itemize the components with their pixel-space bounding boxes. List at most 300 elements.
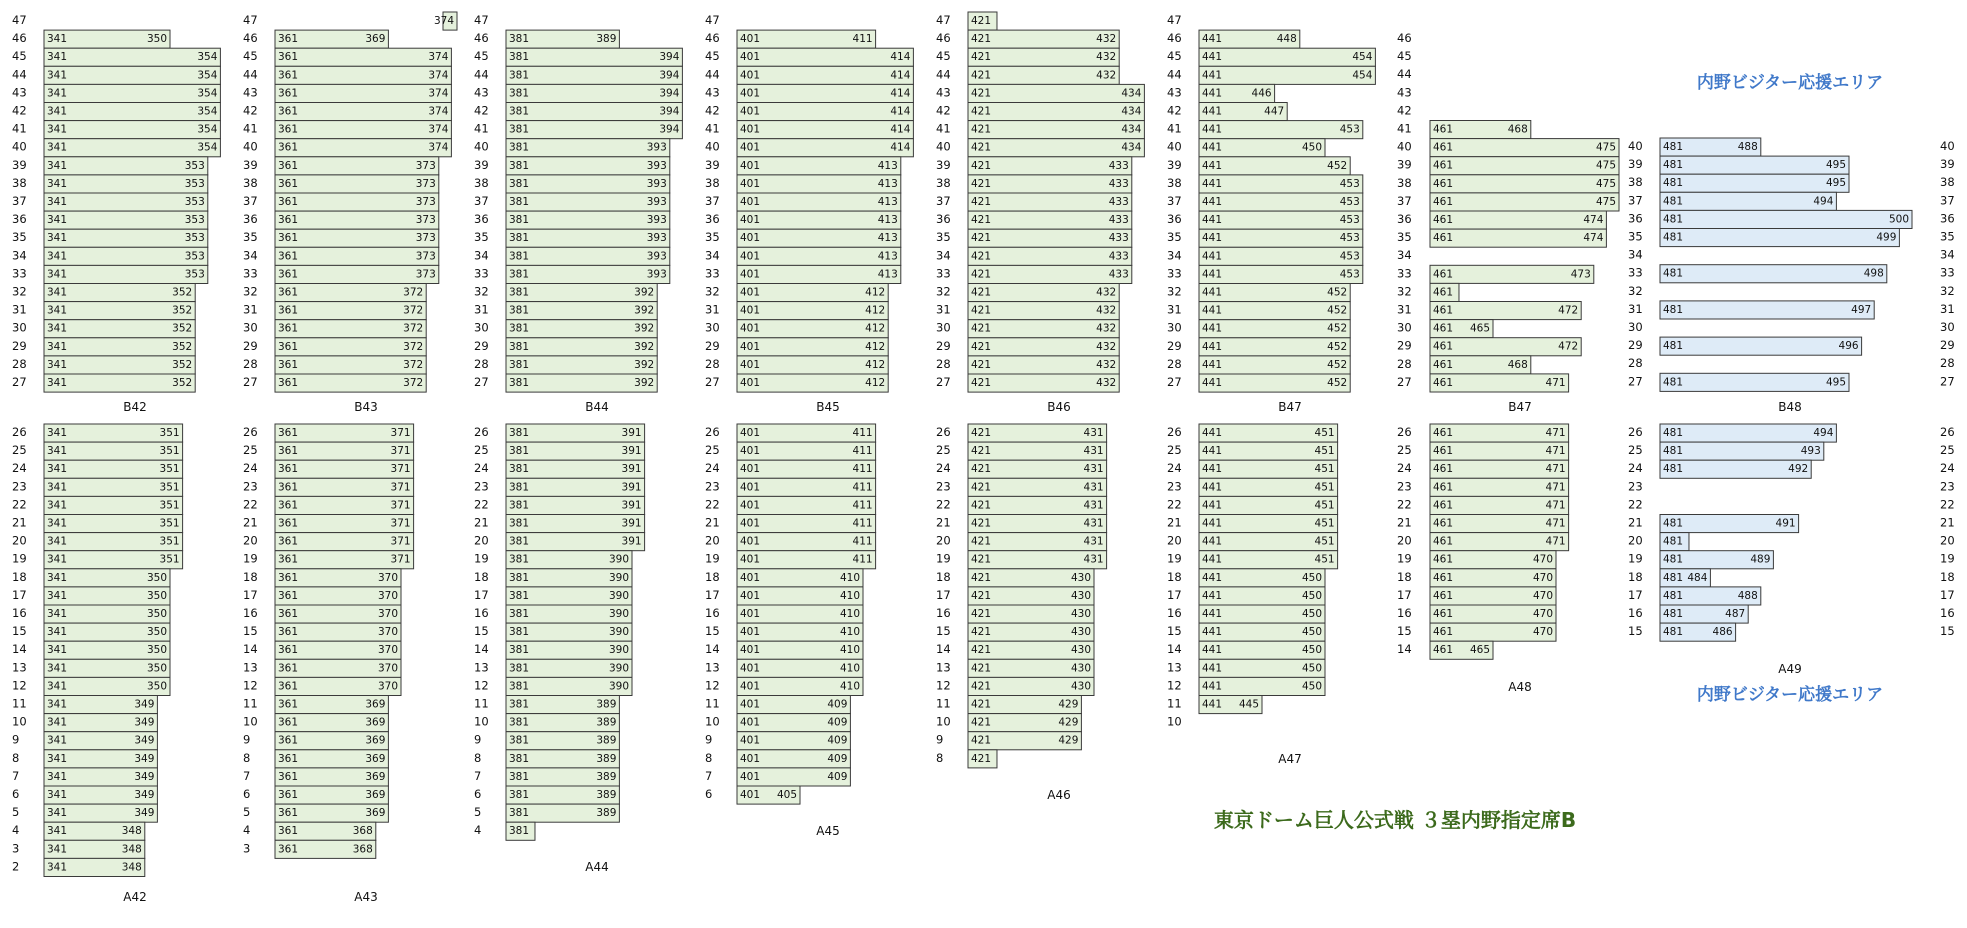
- row-number: 25: [1167, 443, 1182, 458]
- row-number: 27: [243, 375, 258, 389]
- seat-end-number: 349: [134, 789, 155, 801]
- row-number: 18: [1940, 569, 1955, 584]
- row-number: 25: [705, 443, 720, 458]
- seat-end-number: 414: [890, 105, 911, 118]
- row-number: 14: [474, 642, 489, 657]
- block-a42: [12, 424, 183, 904]
- seat-start-number: 381: [509, 377, 530, 389]
- row-number: 19: [1397, 551, 1412, 566]
- seat-end-number: 394: [659, 87, 680, 100]
- row-number: 12: [474, 678, 489, 693]
- seat-end-number: 389: [596, 770, 617, 783]
- seat-end-number: 432: [1096, 33, 1117, 46]
- row-number: 6: [243, 787, 251, 801]
- seat-start-number: 401: [740, 698, 761, 711]
- seat-start-number: 441: [1202, 123, 1223, 136]
- seat-start-number: 381: [509, 698, 530, 711]
- seat-start-number: 341: [47, 427, 68, 439]
- seat-end-number: 430: [1070, 644, 1091, 657]
- row-number: 39: [12, 157, 27, 172]
- seat-end-number: 370: [377, 644, 398, 657]
- seat-end-number: 452: [1327, 286, 1348, 299]
- seat-start-number: 421: [971, 358, 992, 371]
- seat-start-number: 441: [1202, 33, 1223, 46]
- row-number: 31: [1628, 301, 1643, 316]
- seat-start-number: 401: [740, 322, 761, 335]
- row-number: 40: [1397, 139, 1412, 154]
- seat-end-number: 470: [1532, 626, 1553, 639]
- row-number: 46: [243, 31, 258, 46]
- row-number: 42: [243, 103, 258, 118]
- row-number: 5: [243, 805, 251, 820]
- seat-row: [737, 84, 913, 102]
- row-number: 17: [1940, 587, 1955, 602]
- seat-start-number: 421: [971, 123, 992, 136]
- row-number: 8: [12, 750, 20, 765]
- seat-row: [737, 229, 901, 247]
- seat-start-number: 341: [47, 141, 68, 154]
- seat-start-number: 361: [278, 770, 299, 783]
- row-number: 33: [1940, 265, 1955, 280]
- seat-end-number: 392: [634, 304, 655, 317]
- seat-start-number: 421: [971, 535, 992, 548]
- row-number: 34: [1167, 248, 1182, 263]
- page-title: 東京ドーム巨人公式戦 ３塁内野指定席B: [1213, 808, 1577, 832]
- seat-end-number: 434: [1121, 87, 1142, 100]
- row-number: 6: [474, 787, 482, 801]
- seat-end-number: 374: [428, 141, 449, 154]
- block-b44: [474, 13, 682, 414]
- seat-start-number: 461: [1433, 177, 1454, 190]
- row-number: 41: [243, 121, 258, 136]
- row-number: 31: [243, 302, 258, 317]
- seat-start-number: 341: [47, 232, 68, 245]
- seat-start-number: 341: [47, 159, 68, 172]
- row-number: 42: [1397, 103, 1412, 118]
- seat-row: [506, 211, 670, 229]
- seat-start-number: 441: [1202, 69, 1223, 82]
- seat-start-number: 441: [1202, 517, 1223, 530]
- seat-end-number: 352: [172, 322, 193, 335]
- seat-end-number: 394: [659, 51, 680, 64]
- seat-start-number: 381: [509, 445, 530, 458]
- row-number: 16: [1628, 606, 1643, 620]
- row-number: 7: [243, 768, 251, 783]
- seat-start-number: 381: [509, 517, 530, 530]
- seat-row: [44, 121, 220, 139]
- row-number: 20: [1628, 533, 1643, 548]
- row-number: 18: [12, 569, 27, 584]
- row-number: 10: [12, 714, 27, 729]
- seat-row: [275, 48, 451, 66]
- seat-end-number: 454: [1352, 69, 1373, 82]
- seat-start-number: 381: [509, 51, 530, 64]
- seat-start-number: 341: [47, 268, 68, 281]
- block-b47: [1397, 31, 1619, 414]
- seat-start-number: 441: [1202, 445, 1223, 458]
- seat-end-number: 391: [621, 517, 642, 530]
- row-number: 38: [474, 175, 489, 190]
- row-number: 21: [936, 515, 951, 530]
- seat-start-number: 341: [47, 481, 68, 494]
- row-number: 13: [12, 660, 27, 675]
- seat-start-number: 401: [740, 377, 761, 389]
- row-number: 27: [936, 375, 951, 389]
- seat-end-number: 371: [390, 535, 411, 548]
- visitor-area-label-upper: 内野ビジター応援エリア: [1696, 73, 1884, 93]
- seat-end-number: 451: [1314, 553, 1335, 566]
- seat-end-number: 491: [1775, 517, 1796, 530]
- seat-start-number: 441: [1202, 141, 1223, 154]
- seat-start-number: 361: [278, 427, 299, 439]
- seat-start-number: 381: [509, 340, 530, 353]
- seat-start-number: 421: [971, 322, 992, 335]
- seat-start-number: 361: [278, 626, 299, 639]
- seat-end-number: 452: [1327, 322, 1348, 335]
- seat-start-number: 401: [740, 51, 761, 64]
- seat-end-number: 431: [1083, 517, 1104, 530]
- row-number: 35: [474, 230, 489, 245]
- seat-end-number: 411: [852, 463, 873, 476]
- row-number: 46: [936, 31, 951, 46]
- seat-end-number: 430: [1070, 626, 1091, 639]
- seat-end-number: 391: [621, 481, 642, 494]
- row-number: 20: [243, 533, 258, 548]
- row-number: 18: [1628, 569, 1643, 584]
- row-number: 36: [1397, 212, 1412, 226]
- seat-start-number: 341: [47, 214, 68, 227]
- seat-start-number: 421: [971, 716, 992, 729]
- row-number: 36: [243, 212, 258, 227]
- row-number: 43: [243, 85, 258, 100]
- row-number: 16: [1167, 606, 1182, 620]
- row-number: 33: [474, 266, 489, 281]
- seat-end-number: 373: [415, 232, 436, 245]
- seat-end-number: 489: [1750, 553, 1771, 566]
- seat-start-number: 441: [1202, 377, 1223, 389]
- row-number: 43: [1167, 85, 1182, 100]
- seat-end-number: 431: [1083, 499, 1104, 512]
- row-number: 13: [705, 660, 720, 675]
- row-number: 37: [1940, 193, 1955, 208]
- row-number: 22: [243, 497, 258, 512]
- seat-end-number: 411: [852, 427, 873, 439]
- row-number: 38: [936, 175, 951, 190]
- block-a43: [243, 424, 414, 904]
- row-number: 23: [1397, 479, 1412, 494]
- seat-start-number: 421: [971, 69, 992, 82]
- row-number: 43: [705, 85, 720, 100]
- seat-end-number: 432: [1096, 358, 1117, 371]
- row-number: 18: [705, 569, 720, 584]
- row-number: 10: [936, 714, 951, 729]
- row-number: 8: [705, 750, 713, 765]
- seat-start-number: 361: [278, 177, 299, 190]
- seat-start-number: 381: [509, 807, 530, 820]
- seat-start-number: 361: [278, 322, 299, 335]
- seat-end-number: 349: [134, 752, 155, 765]
- seat-end-number: 471: [1545, 535, 1566, 548]
- seat-row: [275, 66, 451, 84]
- seat-start-number: 461: [1433, 214, 1454, 226]
- seat-start-number: 361: [278, 734, 299, 747]
- seat-start-number: 341: [47, 535, 68, 548]
- seat-start-number: 401: [740, 268, 761, 281]
- seat-end-number: 371: [390, 517, 411, 530]
- seat-end-number: 352: [172, 358, 193, 371]
- seat-start-number: 461: [1433, 626, 1454, 639]
- seat-row: [1660, 442, 1824, 460]
- seat-start-number: 381: [509, 662, 530, 675]
- row-number: 45: [1397, 49, 1412, 64]
- seat-end-number: 391: [621, 463, 642, 476]
- seat-start-number: 341: [47, 608, 68, 620]
- seat-end-number: 486: [1712, 626, 1733, 639]
- row-number: 27: [1397, 374, 1412, 389]
- seat-start-number: 401: [740, 770, 761, 783]
- seat-end-number: 374: [433, 15, 454, 27]
- seat-start-number: 461: [1433, 481, 1454, 494]
- row-number: 42: [474, 103, 489, 118]
- seat-end-number: 432: [1096, 286, 1117, 299]
- row-number: 33: [705, 266, 720, 281]
- seat-end-number: 453: [1339, 214, 1360, 227]
- seat-start-number: 401: [740, 159, 761, 172]
- seat-start-number: 361: [278, 304, 299, 317]
- block-a44: [474, 424, 645, 874]
- seat-start-number: 401: [740, 789, 761, 801]
- seat-end-number: 411: [852, 517, 873, 530]
- seat-start-number: 401: [740, 123, 761, 136]
- seat-end-number: 370: [377, 608, 398, 620]
- seat-row: [737, 103, 913, 121]
- seat-row: [737, 265, 901, 283]
- seat-start-number: 341: [47, 322, 68, 335]
- row-number: 17: [1397, 587, 1412, 602]
- seat-row: [737, 121, 913, 139]
- row-number: 44: [12, 67, 27, 82]
- row-number: 12: [1167, 678, 1182, 693]
- seat-end-number: 369: [365, 807, 386, 820]
- seat-end-number: 430: [1070, 589, 1091, 602]
- row-number: 17: [705, 587, 720, 602]
- row-number: 40: [936, 139, 951, 154]
- seat-start-number: 421: [971, 377, 992, 389]
- seat-end-number: 448: [1276, 33, 1297, 46]
- seat-start-number: 361: [278, 196, 299, 208]
- seat-start-number: 481: [1663, 267, 1684, 280]
- seat-end-number: 353: [184, 177, 205, 190]
- seat-start-number: 421: [971, 662, 992, 675]
- seat-row: [1660, 229, 1899, 247]
- seat-end-number: 433: [1108, 196, 1129, 208]
- row-number: 27: [705, 375, 720, 389]
- seat-start-number: 421: [971, 159, 992, 172]
- block-label: A45: [816, 824, 840, 838]
- row-number: 3: [12, 841, 20, 856]
- seat-start-number: 381: [509, 644, 530, 657]
- row-number: 40: [474, 139, 489, 154]
- row-number: 22: [1167, 497, 1182, 512]
- seat-start-number: 441: [1202, 177, 1223, 190]
- seat-start-number: 481: [1663, 535, 1684, 548]
- row-number: 20: [936, 533, 951, 548]
- seat-row: [1199, 175, 1363, 193]
- seat-row: [737, 48, 913, 66]
- seat-end-number: 393: [646, 268, 667, 281]
- seat-start-number: 441: [1202, 214, 1223, 227]
- seat-end-number: 374: [428, 51, 449, 64]
- row-number: 26: [705, 425, 720, 439]
- row-number: 6: [12, 787, 20, 801]
- row-number: 37: [705, 194, 720, 208]
- row-number: 33: [12, 266, 27, 281]
- seat-end-number: 369: [365, 716, 386, 729]
- row-number: 33: [1167, 266, 1182, 281]
- seat-start-number: 361: [278, 286, 299, 299]
- seat-start-number: 461: [1433, 304, 1454, 317]
- seat-start-number: 401: [740, 358, 761, 371]
- row-number: 45: [243, 49, 258, 64]
- row-number: 41: [936, 121, 951, 136]
- seat-start-number: 441: [1202, 662, 1223, 675]
- row-number: 38: [705, 175, 720, 190]
- row-number: 22: [1940, 497, 1955, 512]
- seat-start-number: 421: [971, 286, 992, 299]
- seat-row: [275, 265, 439, 283]
- seat-end-number: 353: [184, 159, 205, 172]
- row-number: 40: [1940, 139, 1955, 153]
- seat-start-number: 461: [1433, 517, 1454, 530]
- row-number: 34: [12, 248, 27, 263]
- seat-end-number: 373: [415, 250, 436, 263]
- seat-end-number: 431: [1083, 535, 1104, 548]
- row-number: 9: [12, 732, 20, 747]
- row-number: 29: [1628, 338, 1643, 353]
- seat-row: [1430, 211, 1606, 229]
- seat-row: [1199, 193, 1363, 211]
- seat-start-number: 361: [278, 789, 299, 801]
- seat-row: [968, 103, 1144, 121]
- seat-row: [44, 211, 208, 229]
- row-number: 23: [1628, 479, 1643, 494]
- row-number: 38: [1628, 175, 1643, 190]
- seat-end-number: 393: [646, 141, 667, 154]
- row-number: 37: [1167, 194, 1182, 208]
- row-number: 24: [12, 461, 27, 476]
- row-number: 11: [705, 696, 720, 711]
- row-number: 33: [1628, 265, 1643, 280]
- seat-start-number: 461: [1433, 553, 1454, 566]
- row-number: 23: [936, 479, 951, 494]
- row-number: 13: [1167, 660, 1182, 675]
- seat-start-number: 361: [278, 377, 299, 389]
- seat-start-number: 361: [278, 499, 299, 512]
- row-number: 23: [243, 479, 258, 494]
- seat-start-number: 341: [47, 105, 68, 118]
- seat-end-number: 492: [1788, 463, 1809, 476]
- seat-start-number: 381: [509, 825, 530, 838]
- seat-start-number: 441: [1202, 340, 1223, 353]
- row-number: 32: [12, 284, 27, 299]
- row-number: 40: [243, 139, 258, 154]
- seat-end-number: 393: [646, 196, 667, 208]
- row-number: 32: [1167, 284, 1182, 299]
- seat-end-number: 354: [197, 123, 218, 136]
- seat-end-number: 354: [197, 105, 218, 118]
- seat-start-number: 341: [47, 716, 68, 729]
- seat-row: [44, 247, 208, 265]
- seat-start-number: 441: [1202, 463, 1223, 476]
- seat-end-number: 453: [1339, 123, 1360, 136]
- seat-start-number: 441: [1202, 286, 1223, 299]
- seat-end-number: 373: [415, 214, 436, 227]
- seat-row: [275, 121, 451, 139]
- row-number: 32: [243, 284, 258, 299]
- row-number: 36: [1940, 211, 1955, 226]
- row-number: 19: [12, 551, 27, 566]
- seat-start-number: 361: [278, 752, 299, 765]
- seat-end-number: 433: [1108, 250, 1129, 263]
- row-number: 24: [243, 461, 258, 476]
- row-number: 36: [474, 212, 489, 227]
- row-number: 33: [936, 266, 951, 281]
- seat-row: [737, 66, 913, 84]
- row-number: 19: [474, 551, 489, 566]
- row-number: 12: [705, 678, 720, 693]
- seat-end-number: 349: [134, 716, 155, 729]
- row-number: 18: [936, 569, 951, 584]
- seat-start-number: 381: [509, 752, 530, 765]
- seat-start-number: 381: [509, 177, 530, 190]
- seat-start-number: 421: [971, 141, 992, 154]
- seat-end-number: 372: [403, 286, 424, 299]
- seat-start-number: 361: [278, 105, 299, 118]
- seat-start-number: 441: [1202, 159, 1223, 172]
- seat-end-number: 409: [827, 698, 848, 711]
- seat-end-number: 471: [1545, 427, 1566, 439]
- seat-start-number: 361: [278, 51, 299, 64]
- block-label: A47: [1278, 752, 1302, 766]
- row-number: 24: [936, 461, 951, 476]
- seat-end-number: 430: [1070, 680, 1091, 693]
- seat-row: [506, 265, 670, 283]
- seat-start-number: 481: [1663, 445, 1684, 458]
- row-number: 17: [474, 587, 489, 602]
- row-number: 4: [474, 823, 482, 838]
- seat-start-number: 341: [47, 698, 68, 711]
- row-number: 8: [474, 750, 482, 765]
- seat-end-number: 413: [877, 232, 898, 245]
- seat-end-number: 410: [839, 644, 860, 657]
- row-number: 44: [705, 67, 720, 82]
- row-number: 11: [12, 696, 27, 711]
- seat-start-number: 361: [278, 87, 299, 100]
- seat-end-number: 373: [415, 159, 436, 172]
- seat-end-number: 369: [365, 752, 386, 765]
- seat-start-number: 441: [1202, 268, 1223, 281]
- seat-end-number: 351: [159, 445, 180, 458]
- seat-end-number: 374: [428, 69, 449, 82]
- row-number: 35: [243, 230, 258, 245]
- seat-row: [44, 157, 208, 175]
- seat-end-number: 471: [1545, 499, 1566, 512]
- seat-start-number: 361: [278, 340, 299, 353]
- row-number: 16: [705, 606, 720, 620]
- seat-end-number: 453: [1339, 232, 1360, 245]
- row-number: 21: [1940, 515, 1955, 530]
- seat-end-number: 412: [865, 322, 886, 335]
